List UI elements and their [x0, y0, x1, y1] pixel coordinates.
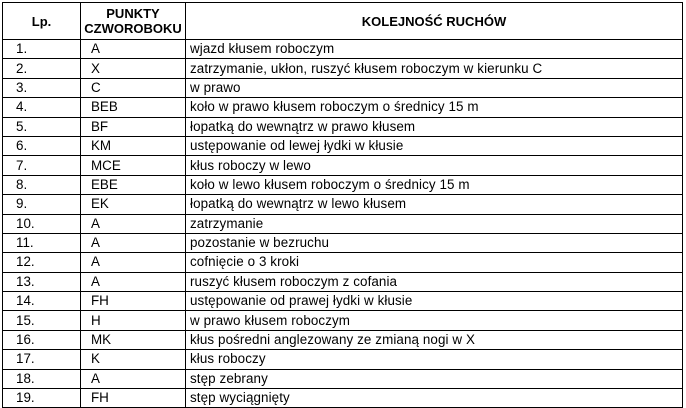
header-row — [3, 3, 683, 40]
row-move: stęp wyciągnięty — [186, 389, 683, 408]
row-lp: 12. — [3, 253, 81, 272]
dressage-test-table — [2, 2, 683, 408]
table-row — [3, 233, 683, 252]
row-lp: 16. — [3, 330, 81, 349]
row-move: łopatką do wewnątrz w lewo kłusem — [186, 195, 683, 214]
row-move: stęp zebrany — [186, 369, 683, 388]
row-lp: 10. — [3, 214, 81, 233]
header-points: PUNKTY CZWOROBOKU — [81, 3, 186, 40]
row-move: w prawo kłusem roboczym — [186, 311, 683, 330]
row-lp: 2. — [3, 59, 81, 78]
row-lp: 7. — [3, 156, 81, 175]
table-row — [3, 350, 683, 369]
row-move: pozostanie w bezruchu — [186, 233, 683, 252]
row-move: ustępowanie od lewej łydki w kłusie — [186, 136, 683, 155]
table-row — [3, 292, 683, 311]
table-row — [3, 117, 683, 136]
row-move: ruszyć kłusem roboczym z cofania — [186, 272, 683, 291]
row-points: MCE — [81, 156, 186, 175]
row-points: A — [81, 214, 186, 233]
table-row — [3, 272, 683, 291]
row-move: zatrzymanie — [186, 214, 683, 233]
table-row — [3, 214, 683, 233]
table-row — [3, 59, 683, 78]
table-row — [3, 195, 683, 214]
header-moves: KOLEJNOŚĆ RUCHÓW — [186, 3, 683, 40]
table-row — [3, 98, 683, 117]
row-points: A — [81, 369, 186, 388]
row-points: BF — [81, 117, 186, 136]
row-points: FH — [81, 292, 186, 311]
table-row — [3, 175, 683, 194]
row-lp: 3. — [3, 78, 81, 97]
row-lp: 14. — [3, 292, 81, 311]
table-row — [3, 78, 683, 97]
row-lp: 13. — [3, 272, 81, 291]
row-move: kłus roboczy w lewo — [186, 156, 683, 175]
row-move: koło w lewo kłusem roboczym o średnicy 15 m — [186, 175, 683, 194]
row-lp: 15. — [3, 311, 81, 330]
row-move: łopatką do wewnątrz w prawo kłusem — [186, 117, 683, 136]
row-points: FH — [81, 389, 186, 408]
row-move: ustępowanie od prawej łydki w kłusie — [186, 292, 683, 311]
row-lp: 11. — [3, 233, 81, 252]
row-points: EK — [81, 195, 186, 214]
row-points: C — [81, 78, 186, 97]
table-row — [3, 369, 683, 388]
table-row — [3, 311, 683, 330]
row-points: MK — [81, 330, 186, 349]
row-lp: 8. — [3, 175, 81, 194]
row-points: EBE — [81, 175, 186, 194]
row-points: A — [81, 233, 186, 252]
table-row — [3, 156, 683, 175]
row-lp: 9. — [3, 195, 81, 214]
row-move: koło w prawo kłusem roboczym o średnicy 15 m — [186, 98, 683, 117]
row-lp: 1. — [3, 40, 81, 59]
row-move: wjazd kłusem roboczym — [186, 40, 683, 59]
table-body — [3, 40, 683, 408]
row-points: BEB — [81, 98, 186, 117]
row-lp: 18. — [3, 369, 81, 388]
table-row — [3, 136, 683, 155]
row-points: X — [81, 59, 186, 78]
row-move: kłus roboczy — [186, 350, 683, 369]
row-move: cofnięcie o 3 kroki — [186, 253, 683, 272]
row-lp: 17. — [3, 350, 81, 369]
table-row — [3, 330, 683, 349]
row-lp: 19. — [3, 389, 81, 408]
row-points: A — [81, 40, 186, 59]
row-points: A — [81, 253, 186, 272]
row-points: KM — [81, 136, 186, 155]
table-row — [3, 389, 683, 408]
row-lp: 5. — [3, 117, 81, 136]
row-points: A — [81, 272, 186, 291]
row-lp: 4. — [3, 98, 81, 117]
row-lp: 6. — [3, 136, 81, 155]
row-move: w prawo — [186, 78, 683, 97]
table-header — [3, 3, 683, 40]
row-move: kłus pośredni anglezowany ze zmianą nogi w X — [186, 330, 683, 349]
table-row — [3, 40, 683, 59]
row-points: H — [81, 311, 186, 330]
row-move: zatrzymanie, ukłon, ruszyć kłusem roboczym w kierunku C — [186, 59, 683, 78]
row-points: K — [81, 350, 186, 369]
header-lp: Lp. — [3, 3, 81, 40]
table-row — [3, 253, 683, 272]
